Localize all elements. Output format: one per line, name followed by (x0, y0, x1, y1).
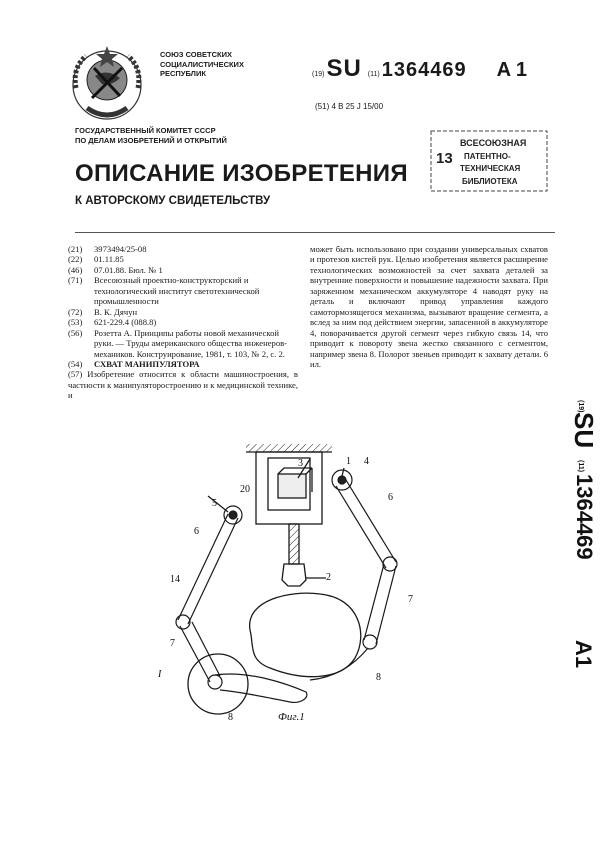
label-I: I (158, 669, 162, 680)
library-stamp (430, 130, 548, 192)
biblio-code: (56) (68, 327, 83, 338)
label-6-left: 6 (194, 526, 199, 537)
label-5: 5 (212, 498, 217, 509)
biblio-code: (71) (68, 275, 83, 286)
abstract-continuation: может быть использовано при создании универсальных схватов и протезов кистей рук. Целью изобретения является расширение технологических возможностей за счет захвата деталей за внутренние поверхности и повышение надежности захвата. При заряженном механическом аккумуляторе 4 наводят руку на деталь и включают привод управления каждого самотормозящегося механизма, вызывают вращение сегмента, а вслед за ним под действием энергии, запасенной в аккумуляторе 4, поворачивается другой сегмент через гибкую связь 14, что приводит к повороту звена жестко связанного с сегментом, например звена 8. Полорот звеньев приводит к захвату детали. 6 ил. (310, 244, 548, 369)
label-7-left: 7 (170, 638, 175, 649)
side-number: 1364469 (572, 474, 597, 560)
label-14: 14 (170, 574, 180, 585)
issuer-line: СОЮЗ СОВЕТСКИХ (160, 50, 233, 59)
issuer-line: СОЦИАЛИСТИЧЕСКИХ (160, 59, 244, 69)
pub-tag-19: (19) (312, 71, 325, 78)
issuer-line: РЕСПУБЛИК (160, 69, 206, 78)
committee-line: ПО ДЕЛАМ ИЗОБРЕТЕНИЙ И ОТКРЫТИЙ (75, 136, 227, 145)
figure-caption: Фиг.1 (278, 711, 305, 723)
stamp-line: БИБЛИОТЕКА (462, 177, 518, 186)
label-8-right: 8 (376, 672, 381, 683)
biblio-row (68, 307, 298, 317)
abstract-start: (57) Изобретение относится к области машиностроения, в частности к манипуляторостроению и к медицинской технике, и (68, 369, 298, 401)
state-emblem-icon (62, 38, 152, 128)
publication-number (312, 55, 527, 83)
side-tag-11: (11) (577, 460, 584, 473)
biblio-value: В. К. Дячун (94, 306, 138, 317)
label-1: 1 (346, 456, 351, 467)
biblio-code: (21) (68, 244, 83, 254)
label-2: 2 (326, 572, 331, 583)
biblio-code: (46) (68, 264, 83, 275)
biblio-value: Розетта А. Принципы работы новой механической руки. — Труды американского общества инженеров-механиков. Конструирование, 1981, т. 103, № 2, с. 2. (94, 327, 288, 359)
document-subtitle: К АВТОРСКОМУ СВИДЕТЕЛЬСТВУ (75, 195, 271, 207)
kind-code: A 1 (496, 59, 527, 81)
label-6-right: 6 (388, 492, 393, 503)
biblio-value: 3973494/25-08 (94, 244, 147, 254)
divider (75, 232, 555, 233)
biblio-column (68, 244, 298, 401)
label-7-right: 7 (408, 594, 413, 605)
ipc-classification: (51) 4 B 25 J 15/00 (315, 102, 384, 111)
biblio-code: (72) (68, 306, 83, 317)
stamp-line: ПАТЕНТНО- (464, 152, 511, 161)
label-4: 4 (364, 456, 369, 467)
biblio-row (68, 254, 298, 264)
biblio-row (68, 328, 298, 359)
biblio-code: (54) (68, 358, 83, 369)
biblio-code: (22) (68, 254, 83, 265)
committee-block (75, 126, 227, 146)
biblio-value: 621-229.4 (088.8) (94, 317, 157, 328)
label-20: 20 (240, 484, 250, 495)
committee-line: ГОСУДАРСТВЕННЫЙ КОМИТЕТ СССР (75, 126, 216, 135)
issuer-block (160, 50, 244, 79)
stamp-number: 13 (436, 150, 453, 167)
label-8-bottom: 8 (228, 712, 233, 723)
biblio-row (68, 275, 298, 306)
biblio-value: Всесоюзный проектно-конструкторский и технологический институт светотехнической промышленности (94, 275, 260, 307)
label-3: 3 (298, 458, 303, 469)
stamp-line: ТЕХНИЧЕСКАЯ (460, 164, 521, 173)
document-title: ОПИСАНИЕ ИЗОБРЕТЕНИЯ (75, 160, 408, 187)
biblio-row (68, 244, 298, 254)
biblio-value: 07.01.88. Бюл. № 1 (94, 264, 163, 275)
side-publication-stamp (553, 400, 599, 690)
biblio-code: (53) (68, 317, 83, 328)
country-code: SU (326, 55, 362, 82)
figure-1 (150, 430, 460, 730)
biblio-row (68, 317, 298, 327)
biblio-row (68, 265, 298, 275)
biblio-value: 01.11.85 (94, 254, 124, 265)
biblio-value: СХВАТ МАНИПУЛЯТОРА (94, 358, 200, 369)
stamp-line: ВСЕСОЮЗНАЯ (460, 138, 527, 148)
side-kind: A1 (571, 640, 596, 669)
pub-tag-11: (11) (367, 71, 380, 78)
biblio-row (68, 359, 298, 369)
side-country: SU (569, 412, 599, 449)
side-tag-19: (19) (577, 400, 584, 413)
patent-number: 1364469 (381, 59, 467, 81)
